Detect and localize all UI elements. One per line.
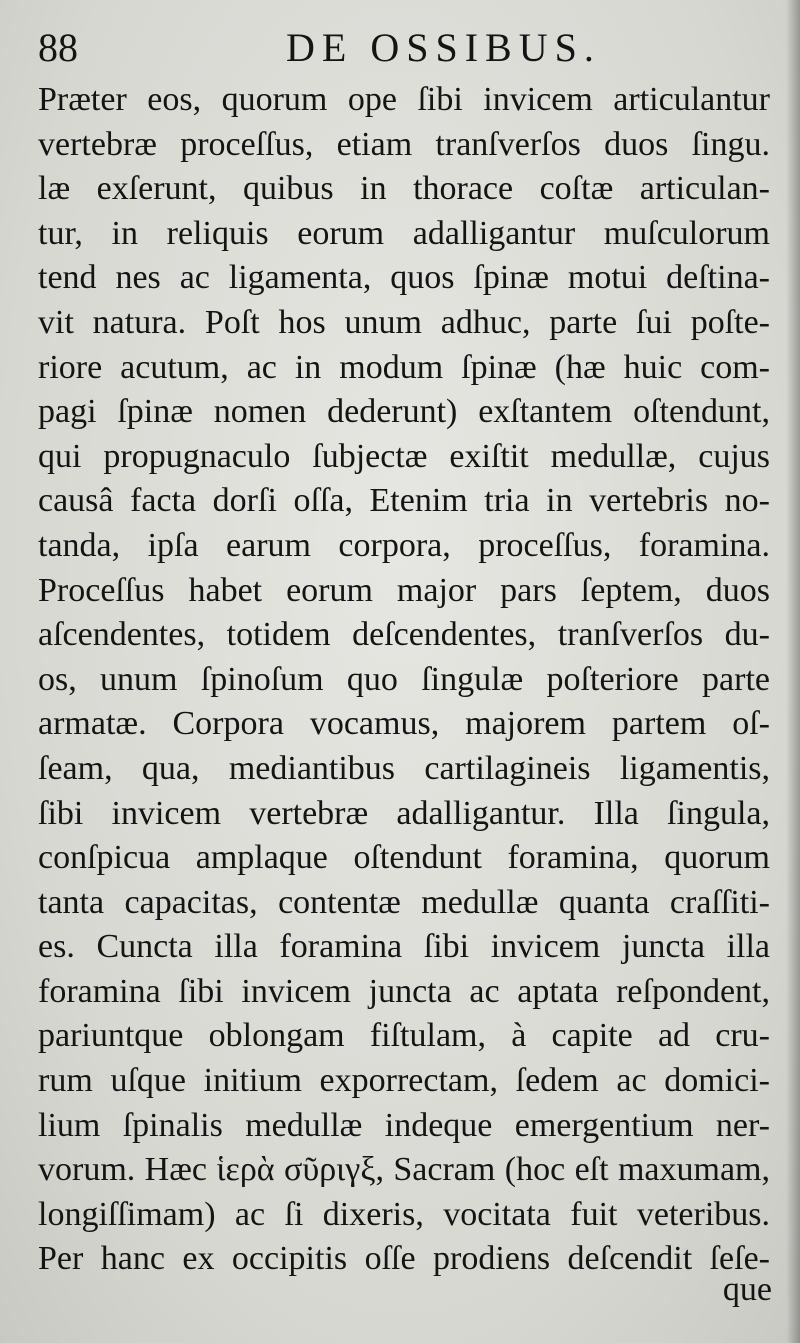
text-line: ſeam, qua, mediantibus cartilagineis ligamentis, [38, 749, 770, 787]
text-line: longiſſimam) ac ſi dixeris, vocitata fuit veteribus. [38, 1195, 770, 1233]
text-line: foramina ſibi invicem juncta ac aptata reſpondent, [38, 972, 770, 1010]
text-line: rum uſque initium exporrectam, ſedem ac domici- [38, 1062, 770, 1100]
body-text [38, 78, 770, 1282]
text-line: armatæ. Corpora vocamus, majorem partem oſ- [38, 705, 770, 743]
text-line: es. Cuncta illa foramina ſibi invicem juncta illa [38, 928, 770, 966]
text-line: Per hanc ex occipitis oſſe prodiens deſcendit ſeſe- [38, 1240, 770, 1278]
text-line: vit natura. Poſt hos unum adhuc, parte ſui poſte- [38, 303, 770, 341]
catchword: que [722, 1271, 772, 1308]
text-line: aſcendentes, totidem deſcendentes, tranſverſos du- [38, 616, 770, 654]
text-line: vorum. Hæc ἱερὰ σῦριγξ, Sacram (hoc eſt maxumam, [38, 1151, 770, 1189]
text-line: tend nes ac ligamenta, quos ſpinæ motui deſtina- [38, 259, 770, 297]
text-line: vertebræ proceſſus, etiam tranſverſos duos ſingu. [38, 125, 770, 163]
text-line: lium ſpinalis medullæ indeque emergentium ner- [38, 1106, 770, 1144]
text-line: tanta capacitas, contentæ medullæ quanta craſſiti- [38, 883, 770, 921]
text-line: læ exſerunt, quibus in thorace coſtæ articulan- [38, 170, 770, 208]
text-line: os, unum ſpinoſum quo ſingulæ poſteriore parte [38, 660, 770, 698]
text-line: causâ facta dorſi oſſa, Etenim tria in vertebris no- [38, 482, 770, 520]
text-line: pagi ſpinæ nomen dederunt) exſtantem oſtendunt, [38, 393, 770, 431]
text-line: conſpicua amplaque oſtendunt foramina, quorum [38, 839, 770, 877]
page-header [38, 22, 778, 74]
text-line: tanda, ipſa earum corpora, proceſſus, foramina. [38, 526, 770, 564]
text-line: Præter eos, quorum ope ſibi invicem articulantur [38, 81, 770, 118]
page-edge-shadow [786, 0, 800, 1343]
running-head: DE OSSIBUS. [286, 25, 601, 70]
page-number: 88 [38, 25, 78, 70]
text-line: pariuntque oblongam fiſtulam, à capite ad cru- [38, 1017, 770, 1055]
text-line: qui propugnaculo ſubjectæ exiſtit medullæ, cujus [38, 437, 770, 475]
text-line: Proceſſus habet eorum major pars ſeptem, duos [38, 571, 770, 609]
text-line: ſibi invicem vertebræ adalligantur. Illa ſingula, [38, 794, 770, 832]
text-line: tur, in reliquis eorum adalligantur muſculorum [38, 214, 770, 252]
text-line: riore acutum, ac in modum ſpinæ (hæ huic com- [38, 348, 770, 386]
